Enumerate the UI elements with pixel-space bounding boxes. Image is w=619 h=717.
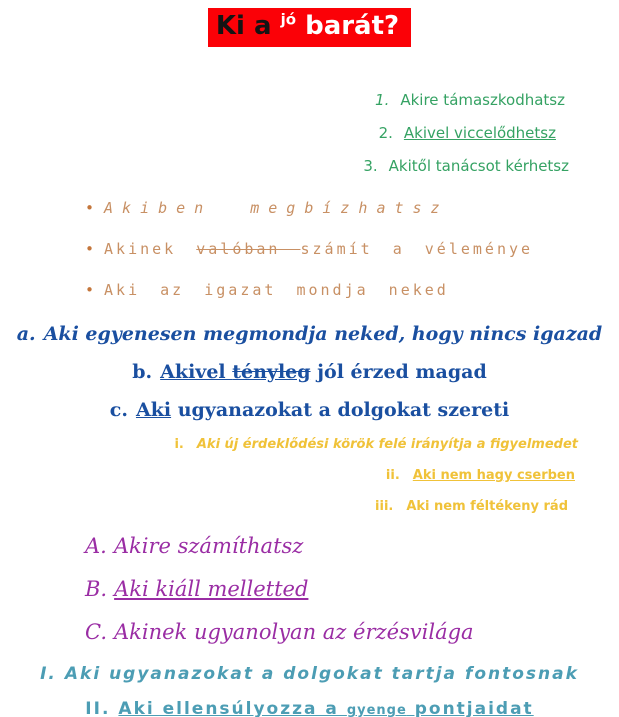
text-segment: Aki ellensúlyozza a (118, 699, 347, 717)
text-segment: Akivel (160, 361, 233, 383)
list-marker: A. (85, 534, 107, 558)
lettered-list-blue (0, 322, 619, 423)
list-item (85, 281, 619, 300)
list-marker: 1. (375, 91, 390, 109)
list-item (0, 124, 619, 143)
list-item (0, 498, 619, 515)
list-marker: • (85, 281, 95, 299)
list-marker: II. (85, 699, 111, 717)
list-item (85, 199, 619, 218)
list-marker: i. (174, 437, 184, 452)
list-item (85, 240, 619, 259)
text-segment: valóban (196, 240, 301, 258)
text-segment: Aki egyenesen megmondja neked, hogy nincs igazad (43, 323, 603, 345)
list-item (0, 91, 619, 110)
text-segment: Aki nem féltékeny rád (406, 499, 568, 514)
list-item (0, 467, 619, 484)
list-marker: C. (85, 620, 107, 644)
list-marker: c. (109, 399, 128, 421)
roman-list-yellow (0, 436, 619, 515)
title-word: Ki a (215, 11, 281, 41)
text-segment: Akinek ugyanolyan az érzésvilága (114, 620, 474, 644)
text-segment: Akinek (104, 240, 197, 258)
list-item (0, 663, 619, 686)
capital-list-purple (0, 533, 619, 646)
text-segment: jól érzed magad (310, 361, 487, 383)
text-segment: gyenge (346, 703, 407, 717)
list-item (85, 576, 619, 603)
list-item (0, 398, 619, 423)
list-marker: 3. (363, 157, 378, 175)
title-word: barát? (296, 11, 400, 41)
text-segment: pontjaidat (406, 699, 534, 717)
text-segment: tényleg (232, 361, 311, 383)
list-marker: I. (40, 664, 57, 684)
text-segment: Akire számíthatsz (113, 534, 304, 558)
list-marker: • (85, 199, 95, 217)
text-segment: számít a véleménye (300, 240, 534, 258)
text-segment: Aki kiáll melletted (114, 577, 309, 601)
list-marker: ii. (385, 468, 400, 483)
text-segment: Aki ugyanazokat a dolgokat tartja fontosnak (64, 664, 579, 684)
list-item (85, 619, 619, 646)
text-segment: ugyanazokat a dolgokat szereti (171, 399, 510, 421)
list-item (0, 360, 619, 385)
list-marker: a. (16, 323, 36, 345)
text-segment: Akiben megbízhatsz (104, 199, 449, 217)
text-segment: Aki az igazat mondja neked (104, 281, 449, 299)
list-marker: 2. (378, 124, 393, 142)
list-marker: B. (85, 577, 108, 601)
list-item (0, 436, 619, 453)
numbered-list-green (0, 91, 619, 176)
text-segment: Akitől tanácsot kérhetsz (388, 157, 569, 175)
list-item (0, 698, 619, 717)
bulleted-list-orange (0, 199, 619, 300)
list-marker: b. (132, 361, 153, 383)
text-segment: Akivel viccelődhetsz (403, 124, 556, 142)
text-segment: Aki (135, 399, 172, 421)
list-marker: iii. (375, 499, 394, 514)
document-title (208, 8, 411, 47)
list-marker: • (85, 240, 95, 258)
list-item (85, 533, 619, 560)
title-superscript-word: jó (280, 10, 297, 29)
roman-list-teal (0, 663, 619, 717)
text-segment: Aki új érdeklődési körök felé irányítja a figyelmedet (196, 437, 578, 452)
text-segment: Akire támaszkodhatsz (400, 91, 565, 109)
text-segment: Aki nem hagy cserben (412, 468, 575, 483)
list-item (0, 157, 619, 176)
list-item (0, 322, 619, 347)
title-row (0, 0, 619, 47)
